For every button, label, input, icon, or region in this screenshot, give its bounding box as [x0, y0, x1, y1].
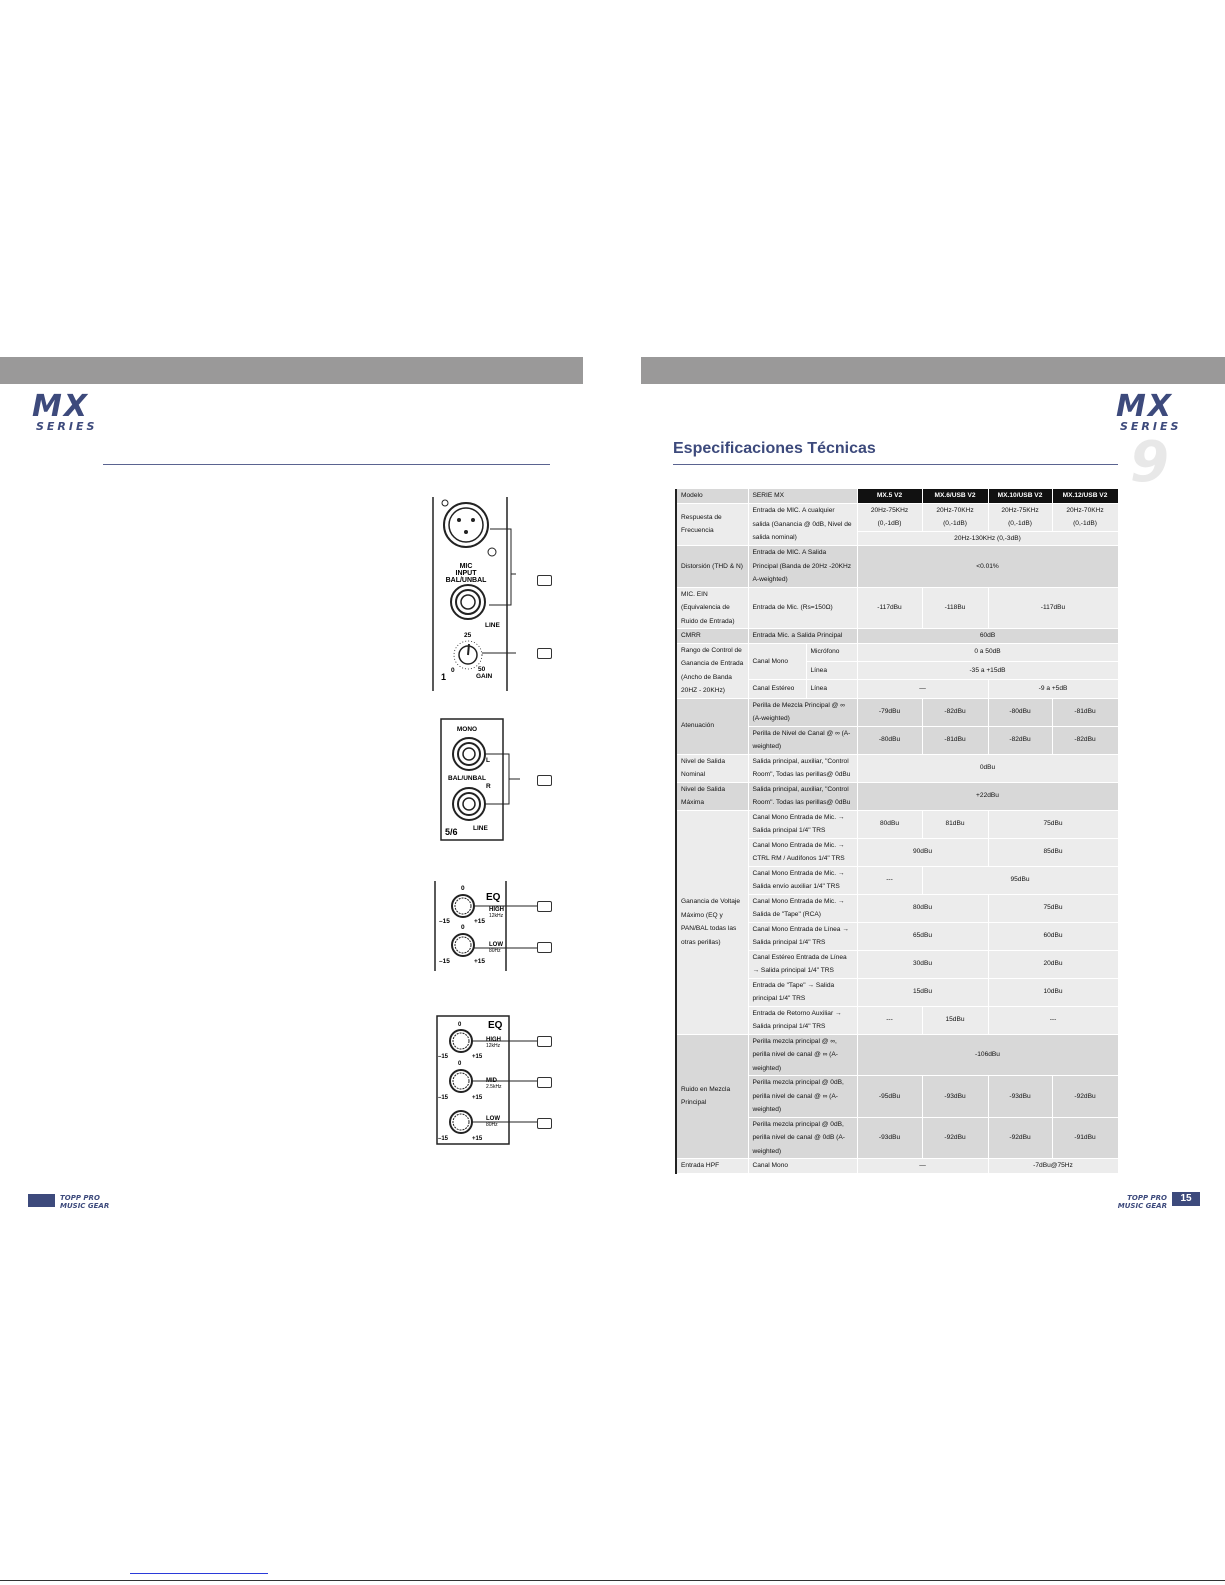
aten-r1-v2: -82dBu: [922, 698, 988, 726]
gain-label: GAIN: [476, 673, 493, 680]
line-label-2: LINE: [473, 825, 488, 832]
gain-0: 0: [451, 667, 455, 674]
eq3-zero-2: 0: [458, 1061, 462, 1067]
volt-r8-a: ---: [857, 1006, 922, 1034]
aten-r2-v4: -82dBu: [1052, 726, 1118, 754]
table-row: [676, 489, 1118, 503]
volt-label: Ganancia de Voltaje Máximo (EQ y PAN/BAL todas las otras perillas): [676, 810, 748, 1034]
volt-r8-b: 15dBu: [922, 1006, 988, 1034]
hpf-v2: -7dBu@75Hz: [988, 1159, 1118, 1174]
table-row: [676, 782, 1118, 810]
table-row: [676, 587, 1118, 629]
resp-v2: 20Hz-70KHz (0,-1dB): [922, 503, 988, 531]
callout-box-eq-low: [537, 942, 552, 953]
mic-label: MIC: [459, 563, 473, 570]
table-row: [676, 698, 1118, 726]
eq3-plus-1: +15: [472, 1054, 483, 1060]
table-row: [676, 1159, 1118, 1174]
volt-r3-b: 95dBu: [922, 866, 1118, 894]
aten-r2-v1: -80dBu: [857, 726, 922, 754]
gain-stereo: Canal Estéreo: [748, 680, 806, 698]
eq3-minus-3: –15: [438, 1136, 449, 1142]
volt-r5-b: 60dBu: [988, 922, 1118, 950]
gain-mono: Canal Mono: [748, 643, 806, 680]
gain-50: 50: [478, 666, 486, 673]
resp-cond: Entrada de MIC. A cualquier salida (Ganancia @ 0dB, Nivel de salida nominal): [748, 503, 857, 546]
volt-r2-b: 85dBu: [988, 838, 1118, 866]
max-label: Nivel de Salida Máxima: [676, 782, 748, 810]
eq3-low-freq: 80Hz: [486, 1122, 498, 1128]
table-row: [676, 629, 1118, 644]
r-label: R: [486, 783, 491, 790]
dist-cond: Entrada de MIC. A Salida Principal (Banda de 20Hz -20KHz A-weighted): [748, 546, 857, 588]
aten-r1-v1: -79dBu: [857, 698, 922, 726]
footer-line-2-right: MUSIC GEAR: [1117, 1202, 1167, 1210]
hpf-v1: —: [857, 1159, 988, 1174]
header-modelo: Modelo: [676, 489, 748, 503]
noise-label: Ruido en Mezcla Principal: [676, 1034, 748, 1159]
volt-r8-cond: Entrada de Retorno Auxiliar → Salida principal 1/4" TRS: [748, 1006, 857, 1034]
cmrr-v: 60dB: [857, 629, 1118, 644]
l-label: L: [486, 757, 490, 764]
mic-input-diagram: [432, 497, 516, 691]
max-cond: Salida principal, auxiliar, "Control Room". Todas las perillas@ 0dBu: [748, 782, 857, 810]
gain-mic-v: 0 a 50dB: [857, 643, 1118, 661]
left-footer-bar: [28, 1194, 55, 1207]
volt-r3-cond: Canal Mono Entrada de Mic. → Salida envío auxiliar 1/4" TRS: [748, 866, 857, 894]
eq3-mid-freq: 2.5kHz: [486, 1084, 502, 1090]
volt-r1-a: 80dBu: [857, 810, 922, 838]
volt-r6-cond: Canal Estéreo Entrada de Línea → Salida principal 1/4" TRS: [748, 950, 857, 978]
eq3-plus-2: +15: [472, 1095, 483, 1101]
resp-v3: 20Hz-75KHz (0,-1dB): [988, 503, 1052, 531]
volt-r8-c: ---: [988, 1006, 1118, 1034]
eq-minus-low: –15: [439, 958, 450, 965]
logo-text-right: MX: [1116, 389, 1173, 424]
volt-r2-cond: Canal Mono Entrada de Mic. → CTRL RM / Audífonos 1/4" TRS: [748, 838, 857, 866]
gain-st-v2: -9 a +5dB: [988, 680, 1118, 698]
ein-v3: -117dBu: [988, 587, 1118, 629]
ein-v1: -117dBu: [857, 587, 922, 629]
noise-r3-v1: -93dBu: [857, 1117, 922, 1159]
table-row: [676, 754, 1118, 782]
ein-cond: Entrada de Mic. (Rs=150Ω): [748, 587, 857, 629]
ein-label: MIC. EIN (Equivalencia de Ruido de Entrada): [676, 587, 748, 629]
volt-r4-a: 80dBu: [857, 894, 988, 922]
volt-r4-b: 75dBu: [988, 894, 1118, 922]
volt-r4-cond: Canal Mono Entrada de Mic. → Salida de "Tape" (RCA): [748, 894, 857, 922]
line-label: LINE: [485, 622, 500, 629]
header-serie: SERIE MX: [748, 489, 857, 503]
cmrr-label: CMRR: [676, 629, 748, 644]
aten-r1-v4: -81dBu: [1052, 698, 1118, 726]
bottom-divider: [0, 1580, 1225, 1581]
right-footer-brand: [1112, 1194, 1167, 1210]
left-title-rule: [103, 464, 550, 465]
volt-r7-cond: Entrada de "Tape" → Salida principal 1/4" TRS: [748, 978, 857, 1006]
resp-v1: 20Hz-75KHz (0,-1dB): [857, 503, 922, 531]
noise-r3-v2: -92dBu: [922, 1117, 988, 1159]
noise-r2-v3: -93dBu: [988, 1076, 1052, 1118]
volt-r2-a: 90dBu: [857, 838, 988, 866]
eq3-low: LOW: [486, 1116, 500, 1122]
noise-r2-v4: -92dBu: [1052, 1076, 1118, 1118]
eq-minus-high: –15: [439, 918, 450, 925]
aten-r1-v3: -80dBu: [988, 698, 1052, 726]
volt-r1-c: 75dBu: [988, 810, 1118, 838]
eq-plus-low: +15: [474, 958, 486, 965]
volt-r7-b: 10dBu: [988, 978, 1118, 1006]
eq-zero-high: 0: [461, 885, 465, 892]
aten-r2-v2: -81dBu: [922, 726, 988, 754]
callout-box-gain: [537, 648, 552, 659]
cmrr-cond: Entrada Mic. a Salida Principal: [748, 629, 857, 644]
logo-sub-text: SERIES: [36, 420, 98, 433]
volt-r3-a: ---: [857, 866, 922, 894]
spec-table: [675, 489, 1119, 1174]
volt-r7-a: 15dBu: [857, 978, 988, 1006]
noise-r2-v1: -95dBu: [857, 1076, 922, 1118]
left-footer-brand: [60, 1194, 109, 1210]
bottom-link-underline: [130, 1573, 268, 1574]
eq-title: EQ: [486, 892, 501, 903]
logo-text: MX: [32, 389, 89, 424]
aten-cond2: Perilla de Nivel de Canal @ ∞ (A-weighted): [748, 726, 857, 754]
callout-box-eq3-high: [537, 1036, 552, 1047]
callout-box-eq3-mid: [537, 1077, 552, 1088]
high-label: HIGH: [489, 907, 504, 913]
callout-box-eq-high: [537, 901, 552, 912]
eq3-mid: MID: [486, 1078, 497, 1084]
dist-label: Distorsión (THD & N): [676, 546, 748, 588]
aten-label: Atenuación: [676, 698, 748, 754]
volt-r6-b: 20dBu: [988, 950, 1118, 978]
nom-v: 0dBu: [857, 754, 1118, 782]
eq3-high-freq: 12kHz: [486, 1043, 501, 1049]
resp-label: Respuesta de Frecuencia: [676, 503, 748, 546]
volt-r5-a: 65dBu: [857, 922, 988, 950]
nom-cond: Salida principal, auxiliar, "Control Room", Todas las perillas@ 0dBu: [748, 754, 857, 782]
header-model-1: MX.5 V2: [857, 489, 922, 503]
left-header-band: [0, 357, 583, 384]
aten-r2-v3: -82dBu: [988, 726, 1052, 754]
footer-line-1: TOPP PRO: [60, 1194, 100, 1202]
volt-r6-a: 30dBu: [857, 950, 988, 978]
page-number: 15: [1172, 1192, 1200, 1206]
eq3-minus-1: –15: [438, 1054, 449, 1060]
balunbal-label: BAL/UNBAL: [445, 577, 487, 584]
footer-line-2: MUSIC GEAR: [60, 1202, 110, 1210]
noise-r2-cond: Perilla mezcla principal @ 0dB, perilla nivel de canal @ ∞ (A-weighted): [748, 1076, 857, 1118]
noise-r1-cond: Perilla mezcla principal @ ∞, perilla nivel de canal @ ∞ (A-weighted): [748, 1034, 857, 1076]
left-mx-logo: [32, 389, 112, 433]
section-number: 9: [1130, 430, 1169, 495]
eq-3-band-diagram: [436, 1015, 540, 1145]
header-model-2: MX.6/USB V2: [922, 489, 988, 503]
volt-r1-b: 81dBu: [922, 810, 988, 838]
gain-mic: Micrófono: [806, 643, 857, 661]
channel-number: 1: [441, 672, 447, 682]
mono-label: MONO: [456, 726, 478, 733]
resp-v4: 20Hz-70KHz (0,-1dB): [1052, 503, 1118, 531]
page-title: Especificaciones Técnicas: [673, 440, 876, 457]
eq-plus-high: +15: [474, 918, 486, 925]
volt-r5-cond: Canal Mono Entrada de Línea → Salida principal 1/4" TRS: [748, 922, 857, 950]
low-label: LOW: [489, 942, 503, 948]
gain-st-line: Línea: [806, 680, 857, 698]
right-mx-logo: [1116, 389, 1196, 433]
ein-v2: -118Bu: [922, 587, 988, 629]
header-model-4: MX.12/USB V2: [1052, 489, 1118, 503]
gain-25: 25: [464, 632, 472, 639]
noise-r1-v: -106dBu: [857, 1034, 1118, 1076]
gain-label-cell: Rango de Control de Ganancia de Entrada (Ancho de Banda 20HZ - 20KHz): [676, 643, 748, 698]
noise-r3-v4: -91dBu: [1052, 1117, 1118, 1159]
noise-r3-v3: -92dBu: [988, 1117, 1052, 1159]
eq-zero-low: 0: [461, 924, 465, 931]
noise-r2-v2: -93dBu: [922, 1076, 988, 1118]
eq-2-band-diagram: [434, 881, 540, 971]
aten-cond1: Perilla de Mezcla Principal @ ∞ (A-weighted): [748, 698, 857, 726]
stereo-input-diagram: [440, 718, 520, 842]
gain-line: Línea: [806, 661, 857, 679]
high-freq: 12kHz: [489, 913, 504, 919]
callout-box-mic: [537, 575, 552, 586]
table-row: [676, 810, 1118, 838]
volt-r1-cond: Canal Mono Entrada de Mic. → Salida principal 1/4" TRS: [748, 810, 857, 838]
logo-sub-text-right: SERIES: [1120, 420, 1182, 433]
right-header-band: [641, 357, 1225, 384]
max-v: +22dBu: [857, 782, 1118, 810]
right-title-rule: [673, 464, 1118, 465]
resp-v-all: 20Hz-130KHz (0,-3dB): [857, 531, 1118, 546]
dist-v: <0.01%: [857, 546, 1118, 588]
gain-line-v: -35 a +15dB: [857, 661, 1118, 679]
nom-label: Nivel de Salida Nominal: [676, 754, 748, 782]
callout-box-stereo: [537, 775, 552, 786]
gain-st-v1: —: [857, 680, 988, 698]
table-row: [676, 1034, 1118, 1076]
eq3-plus-3: +15: [472, 1136, 483, 1142]
channel-5-6: 5/6: [445, 827, 458, 837]
low-freq: 80Hz: [489, 948, 501, 954]
footer-line-1-right: TOPP PRO: [1127, 1194, 1167, 1202]
table-row: [676, 546, 1118, 588]
callout-box-eq3-low: [537, 1118, 552, 1129]
table-row: [676, 503, 1118, 531]
noise-r3-cond: Perilla mezcla principal @ 0dB, perilla nivel de canal @ 0dB (A-weighted): [748, 1117, 857, 1159]
eq3-zero-1: 0: [458, 1022, 462, 1028]
hpf-label: Entrada HPF: [676, 1159, 748, 1174]
eq3-high: HIGH: [486, 1037, 501, 1043]
header-model-3: MX.10/USB V2: [988, 489, 1052, 503]
hpf-cond: Canal Mono: [748, 1159, 857, 1174]
table-row: [676, 643, 1118, 661]
eq3-minus-2: –15: [438, 1095, 449, 1101]
input-label: INPUT: [455, 570, 477, 577]
eq3-title: EQ: [488, 1020, 503, 1031]
balunbal-label-2: BAL/UNBAL: [448, 775, 486, 782]
